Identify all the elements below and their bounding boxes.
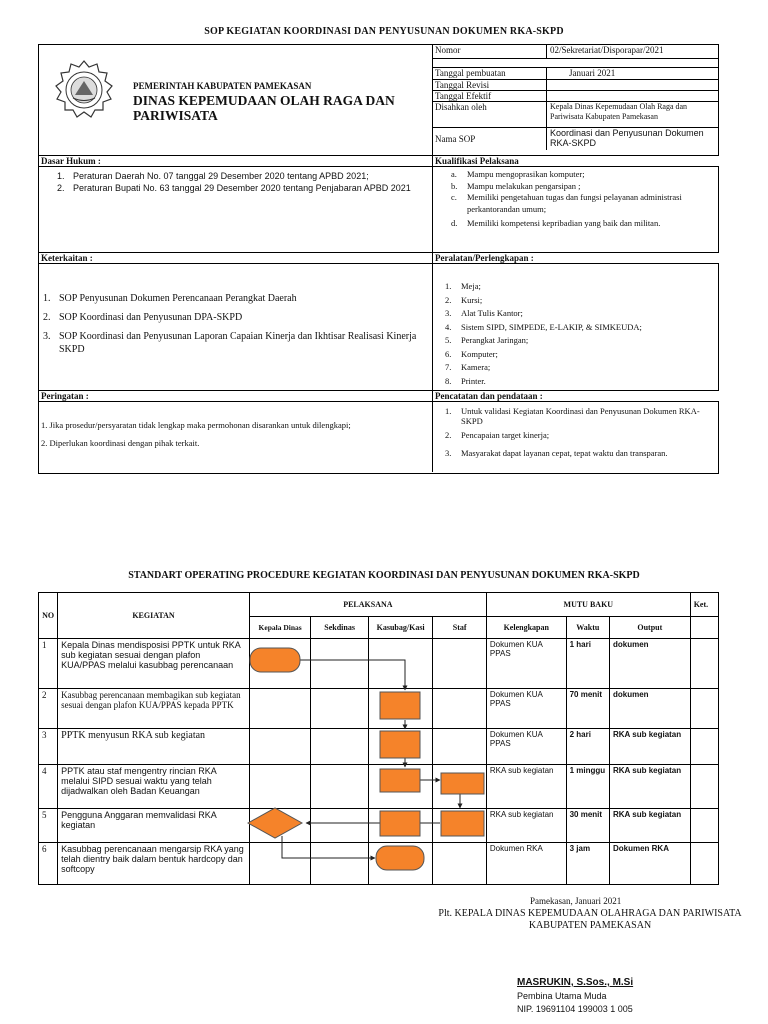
meta-key: Disahkan oleh (432, 102, 547, 127)
signature-place-date: Pamekasan, Januari 2021 (530, 896, 622, 906)
header-staf: Staf (433, 617, 486, 639)
meta-value: Januari 2021 (569, 68, 616, 78)
meta-value: Kepala Dinas Kepemudaan Olah Raga dan Pariwisata Kabupaten Pamekasan (550, 102, 688, 121)
document-title: SOP KEGIATAN KOORDINASI DAN PENYUSUNAN DOKUMEN RKA-SKPD (204, 26, 564, 37)
list-item: 8. Printer. (445, 375, 486, 386)
header-waktu: Waktu (566, 617, 609, 639)
header-kelengkapan: Kelengkapan (486, 617, 566, 639)
header-kepala-dinas: Kepala Dinas (249, 617, 311, 639)
header-output: Output (609, 617, 690, 639)
list-item: b. Mampu melakukan pengarsipan ; (451, 180, 581, 191)
meta-value: Koordinasi dan Penyusunan Dokumen RKA-SKPD (550, 128, 704, 148)
department-name: DINAS KEPEMUDAAN OLAH RAGA DAN PARIWISATA (133, 93, 395, 123)
meta-key: Nama SOP (432, 128, 547, 150)
table-row: 2 Kasubbag perencanaan membagikan sub kegiatan sesuai dengan plafon KUA/PPAS kepada PPTK Dokumen KUA PPAS 70 menit dokumen (39, 689, 719, 729)
list-item: d. Memiliki kompetensi kepribadian yang baik dan militan. (451, 218, 661, 228)
signatory-nip: NIP. 19691104 199003 1 005 (517, 1004, 633, 1014)
signatory-rank: Pembina Utama Muda (517, 991, 607, 1001)
header-no: NO (39, 593, 58, 639)
government-name: PEMERINTAH KABUPATEN PAMEKASAN (133, 81, 312, 91)
list-item: 2. Kursi; (445, 294, 483, 305)
decision-diamond-shape (248, 808, 302, 838)
list-item: 3. SOP Koordinasi dan Penyusunan Laporan Capaian Kinerja dan Ikhtisar Realisasi Kinerja SKPD (43, 331, 417, 355)
list-item: 3. Alat Tulis Kantor; (445, 308, 523, 318)
end-terminator-shape (376, 846, 424, 870)
section-heading: Kualifikasi Pelaksana (433, 156, 719, 167)
list-item: 1. Untuk validasi Kegiatan Koordinasi dan Penyusunan Dokumen RKA- SKPD (445, 406, 700, 426)
section-heading: Dasar Hukum : (39, 156, 432, 167)
process-box-shape (380, 731, 420, 758)
meta-key: Tanggal Efektif (432, 91, 547, 101)
signatory-name: MASRUKIN, S.Sos., M.Si (517, 977, 634, 988)
list-item: 2. Diperlukan koordinasi dengan pihak terkait. (41, 438, 200, 448)
meta-key: Nomor (432, 45, 547, 58)
process-box-shape (380, 692, 420, 719)
list-item: a. Mampu mengoprasikan komputer; (451, 169, 585, 179)
list-item: 1. Peraturan Daerah No. 07 tanggal 29 Desember 2020 tentang APBD 2021; (57, 171, 369, 181)
meta-key: Tanggal Revisi (432, 80, 547, 90)
section-heading: Peralatan/Perlengkapan : (433, 253, 719, 264)
list-item: 7. Kamera; (445, 362, 491, 372)
list-item: 4. Sistem SIPD, SIMPEDE, E-LAKIP, & SIMKEUDA; (445, 321, 642, 332)
header-kasubag: Kasubag/Kasi (368, 617, 433, 639)
process-box-shape (441, 811, 484, 836)
header-sekdinas: Sekdinas (311, 617, 369, 639)
list-item: 6. Komputer; (445, 348, 498, 359)
table-row: 6 Kasubbag perencanaan mengarsip RKA yang telah dientry baik dalam bentuk hardcopy dan softcopy Dokumen RKA 3 jam Dokumen RKA (39, 843, 719, 885)
meta-key: Tanggal pembuatan (432, 68, 547, 79)
table-row: 1 Kepala Dinas mendisposisi PPTK untuk RKA sub kegiatan sesuai dengan plafon KUA/PPAS melalui kasubbag perencanaan Dokumen KUA PPAS 1 hari dokumen (39, 639, 719, 689)
start-terminator-shape (250, 648, 300, 672)
list-item: 1. Jika prosedur/persyaratan tidak lengkap maka permohonan disarankan untuk dilengkapi; (41, 420, 351, 430)
process-box-shape (380, 811, 420, 836)
procedure-title: STANDART OPERATING PROCEDURE KEGIATAN KOORDINASI DAN PENYUSUNAN DOKUMEN RKA-SKPD (128, 570, 640, 581)
header-ket: Ket. (690, 593, 718, 617)
list-item: 1. Meja; (445, 281, 481, 291)
header-pelaksana: PELAKSANA (249, 593, 486, 617)
table-row: 3 PPTK menyusun RKA sub kegiatan Dokumen KUA PPAS 2 hari RKA sub kegiatan (39, 729, 719, 765)
list-item: 2. SOP Koordinasi dan Penyusunan DPA-SKPD (43, 312, 243, 323)
header-mutu-baku: MUTU BAKU (486, 593, 690, 617)
meta-value: 02/Sekretariat/Disporapar/2021 (550, 45, 664, 55)
section-heading: Keterkaitan : (39, 253, 432, 264)
header-kegiatan: KEGIATAN (58, 593, 250, 639)
process-box-shape (380, 769, 420, 792)
list-item: c. Memiliki pengetahuan tugas dan fungsi pelayanan administrasi perkantorandan umum; (451, 192, 682, 214)
list-item: 5. Perangkat Jaringan; (445, 335, 529, 345)
list-item: 1. SOP Penyusunan Dokumen Perencanaan Perangkat Daerah (43, 293, 297, 304)
section-heading: Pencatatan dan pendataan : (433, 391, 719, 402)
table-row: 4 PPTK atau staf mengentry rincian RKA melalui SIPD sesuai waktu yang telah dijadwalkan oleh Badan Keuangan RKA sub kegiatan 1 minggu RKA sub kegiatan (39, 765, 719, 809)
process-box-shape (441, 773, 484, 794)
signature-region: KABUPATEN PAMEKASAN (528, 920, 652, 931)
list-item: 2. Peraturan Bupati No. 63 tanggal 29 Desember 2020 tentang Penjabaran APBD 2021 (57, 183, 411, 193)
table-row: 5 Pengguna Anggaran memvalidasi RKA kegiatan RKA sub kegiatan 30 menit RKA sub kegiatan (39, 809, 719, 843)
list-item: 3. Masyarakat dapat layanan cepat, tepat waktu dan transparan. (445, 448, 668, 458)
signature-role: Plt. KEPALA DINAS KEPEMUDAAN OLAHRAGA DAN PARIWISATA (438, 908, 742, 919)
list-item: 2. Pencapaian target kinerja; (445, 430, 550, 440)
section-heading: Peringatan : (39, 391, 432, 402)
